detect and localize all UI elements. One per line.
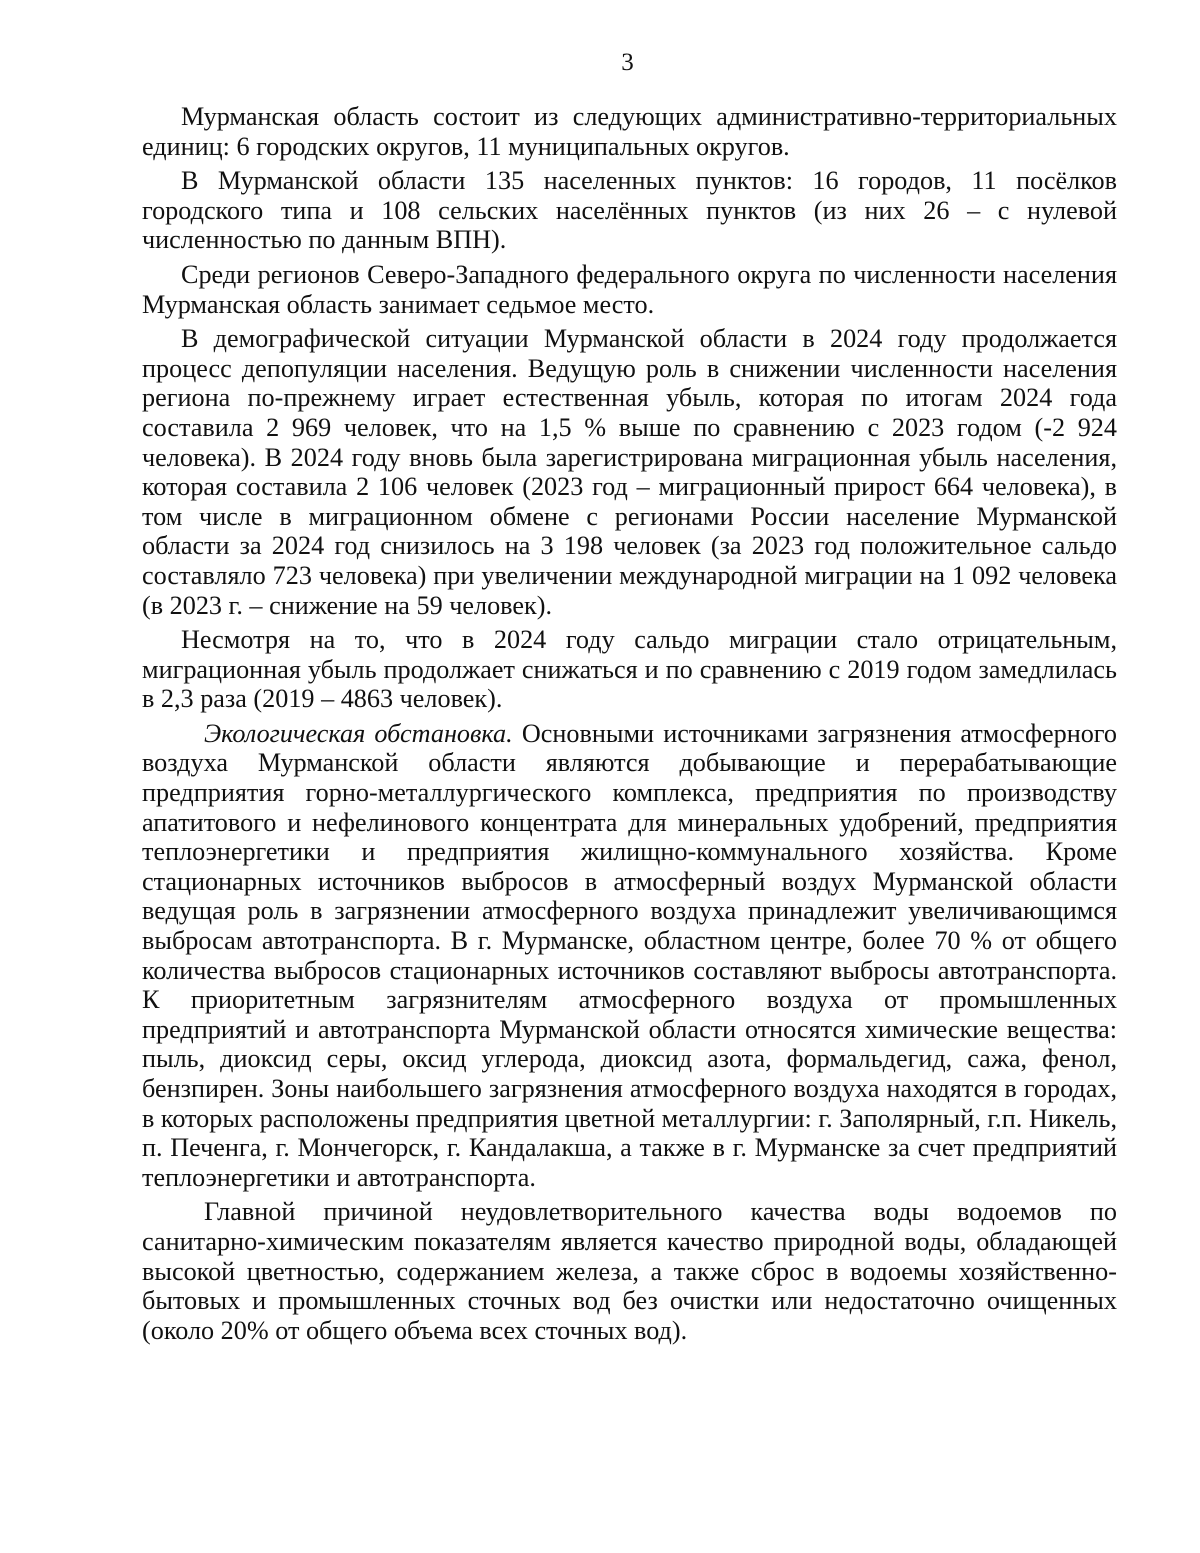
paragraph-settlements: В Мурманской области 135 населенных пунктов: 16 городов, 11 посёлков городского типа и 108 сельских населённых пунктов (из них 26 – с нулевой численностью по данным ВПН). [142,166,1117,255]
ecology-text: Основными источниками загрязнения атмосферного воздуха Мурманской области являются добывающие и перерабатывающие предприятия горно-металлургического комплекса, предприятия по производству апатитового и нефелинового концентрата для минеральных удобрений, предприятия теплоэнергетики и предприятия жилищно-коммунального хозяйства. Кроме стационарных источников выбросов в атмосферный воздух Мурманской области ведущая роль в загрязнении атмосферного воздуха принадлежит увеличивающимся выбросам автотранспорта. В г. Мурманске, областном центре, более 70 % от общего количества выбросов стационарных источников составляют выбросы автотранспорта. К приоритетным загрязнителям атмосферного воздуха от промышленных предприятий и автотранспорта Мурманской области относятся химические вещества: пыль, диоксид серы, оксид углерода, диоксид азота, формальдегид, сажа, фенол, бензпирен. Зоны наибольшего загрязнения атмосферного воздуха находятся в городах, в которых расположены предприятия цветной металлургии: г. Заполярный, г.п. Никель, п. Печенга, г. Мончегорск, г. Кандалакша, а также в г. Мурманске за счет предприятий теплоэнергетики и автотранспорта. [142,718,1117,1192]
paragraph-migration: Несмотря на то, что в 2024 году сальдо миграции стало отрицательным, миграционная убыль продолжает снижаться и по сравнению с 2019 годом замедлилась в 2,3 раза (2019 – 4863 человек). [142,625,1117,714]
paragraph-region-rank: Среди регионов Северо-Западного федерального округа по численности населения Мурманская область занимает седьмое место. [142,259,1117,319]
ecology-heading: Экологическая обстановка. [204,718,513,748]
page-number: 3 [621,49,634,76]
paragraph-water-quality: Главной причиной неудовлетворительного качества воды водоемов по санитарно-химическим показателям является качество природной воды, обладающей высокой цветностью, содержанием железа, а также сброс в водоемы хозяйственно-бытовых и промышленных сточных вод без очистки или недостаточно очищенных (около 20% от общего объема всех сточных вод). [142,1197,1117,1345]
paragraph-administrative-units: Мурманская область состоит из следующих административно-территориальных единиц: 6 городских округов, 11 муниципальных округов. [142,102,1117,161]
document-body [142,102,1117,1350]
paragraph-ecology [142,719,1117,1193]
paragraph-demography: В демографической ситуации Мурманской области в 2024 году продолжается процесс депопуляции населения. Ведущую роль в снижении численности населения региона по-прежнему играет естественная убыль, которая по итогам 2024 года составила 2 969 человек, что на 1,5 % выше по сравнению с 2023 годом (-2 924 человека). В 2024 году вновь была зарегистрирована миграционная убыль населения, которая составила 2 106 человек (2023 год – миграционный прирост 664 человека), в том числе в миграционном обмене с регионами России население Мурманской области за 2024 год снизилось на 3 198 человек (за 2023 год положительное сальдо составляло 723 человека) при увеличении международной миграции на 1 092 человека (в 2023 г. – снижение на 59 человек). [142,324,1117,620]
